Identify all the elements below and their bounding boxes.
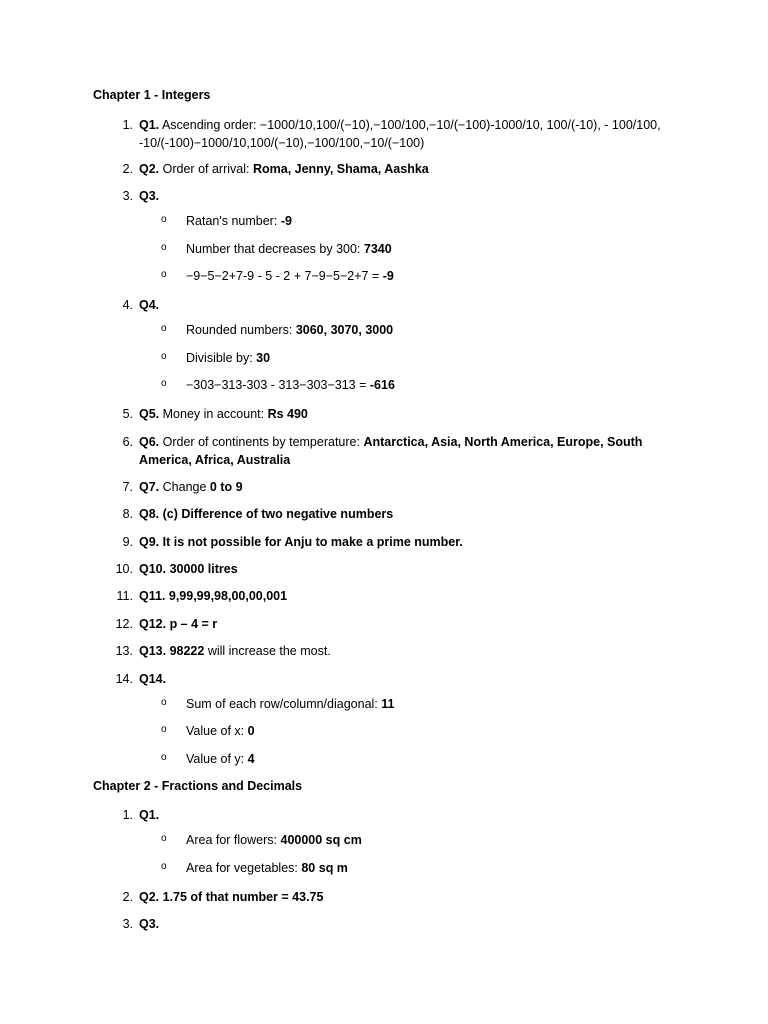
sub-item: o Number that decreases by 300: 7340 xyxy=(161,242,392,256)
list-item-q10: 10. Q10. 30000 litres xyxy=(115,562,238,576)
sub-item: o Area for vegetables: 80 sq m xyxy=(161,861,348,875)
sub-item: o Ratan's number: -9 xyxy=(161,214,292,228)
list-item-q5: 5. Q5. Money in account: Rs 490 xyxy=(122,407,308,421)
list-item-ch2-q3: 3. Q3. xyxy=(122,917,160,931)
list-item-q12: 12. Q12. p – 4 = r xyxy=(115,617,218,631)
sub-item: o Divisible by: 30 xyxy=(161,351,271,365)
list-item-q2: 2. Q2. Order of arrival: Roma, Jenny, Shama, Aashka xyxy=(122,162,429,176)
list-item-q1: 1. Q1. Ascending order: −1000/10,100/(−10),−100/100,−10/(−100)-1000/10, 100/(-10), - 100/100, -10/(-100)−1000/10,100/(−10),−100/100,−10/(−100) xyxy=(122,118,661,150)
sub-item: o Rounded numbers: 3060, 3070, 3000 xyxy=(161,323,394,337)
sub-item: o Value of x: 0 xyxy=(161,724,255,738)
list-item-ch2-q1: 1. Q1. xyxy=(122,808,160,822)
sub-item: o Area for flowers: 400000 sq cm xyxy=(161,833,362,847)
sub-item: o −303−313-303 - 313−303−313 = -616 xyxy=(161,378,395,392)
list-item-q14: 14. Q14. xyxy=(115,672,167,686)
sub-item: o Sum of each row/column/diagonal: 11 xyxy=(161,697,395,711)
list-item-q9: 9. Q9. It is not possible for Anju to make a prime number. xyxy=(122,535,463,549)
chapter-2-heading: Chapter 2 - Fractions and Decimals xyxy=(93,779,303,793)
list-item-q3: 3. Q3. xyxy=(122,189,160,203)
sub-item: o −9−5−2+7-9 - 5 - 2 + 7−9−5−2+7 = -9 xyxy=(161,269,394,283)
list-item-q11: 11. Q11. 9,99,99,98,00,00,001 xyxy=(116,589,288,603)
chapter-1-heading: Chapter 1 - Integers xyxy=(93,88,211,102)
list-item-q6: 6. Q6. Order of continents by temperature: Antarctica, Asia, North America, Europe, South America, Africa, Australia xyxy=(122,435,643,467)
list-item-q7: 7. Q7. Change 0 to 9 xyxy=(122,480,243,494)
sub-item: o Value of y: 4 xyxy=(161,752,255,766)
list-item-ch2-q2: 2. Q2. 1.75 of that number = 43.75 xyxy=(122,890,324,904)
list-item-q8: 8. Q8. (c) Difference of two negative numbers xyxy=(122,507,394,521)
list-item-q4: 4. Q4. xyxy=(122,298,160,312)
list-item-q13: 13. Q13. 98222 will increase the most. xyxy=(115,644,331,658)
